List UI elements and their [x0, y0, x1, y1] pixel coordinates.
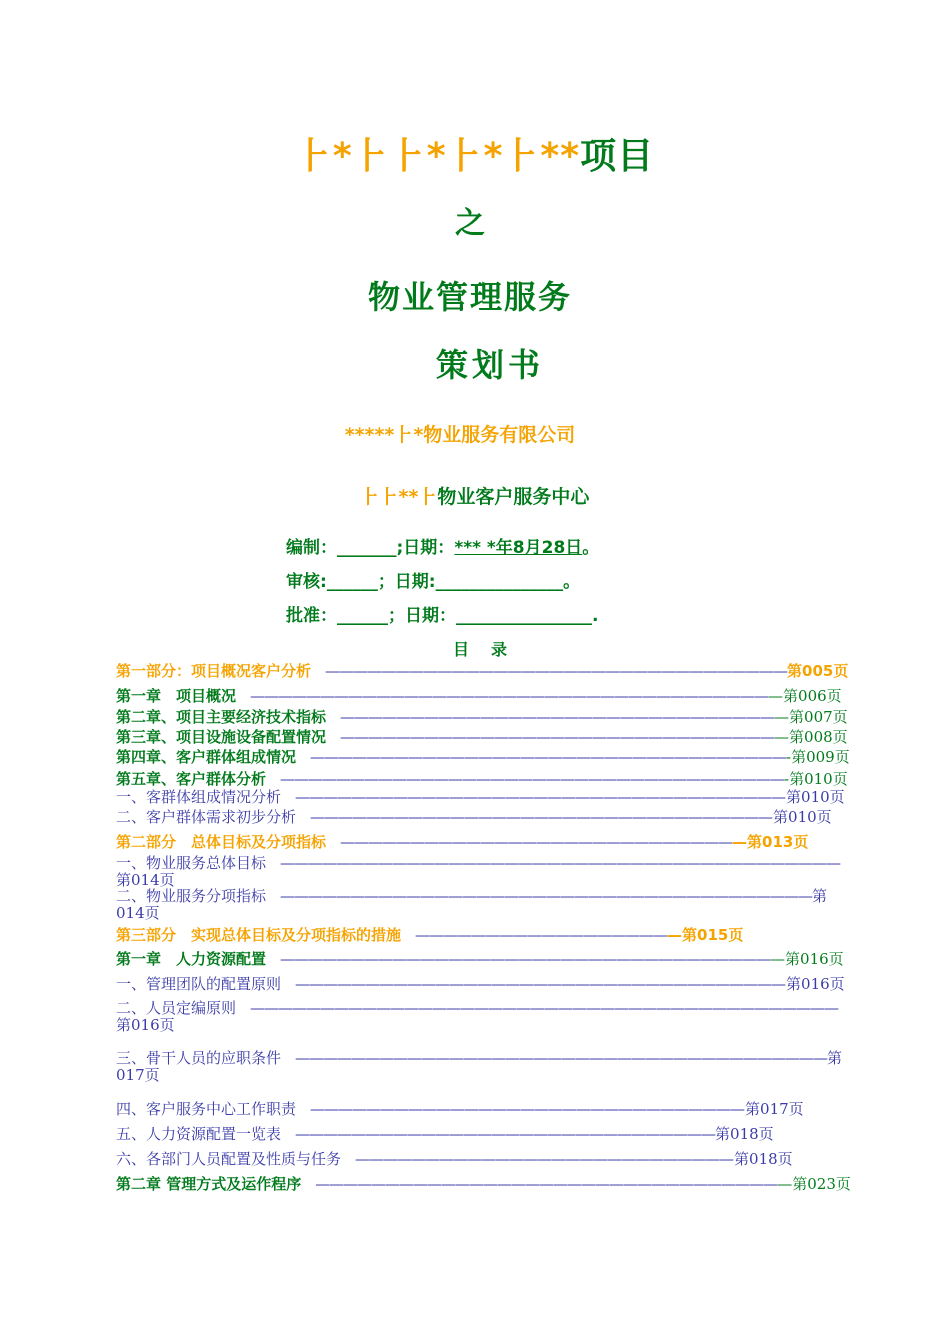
toc-entry [116, 833, 808, 851]
toc-entry-page: —第017页 [730, 1100, 804, 1118]
toc-entry [116, 808, 832, 826]
toc-entry-page: 第018页 [715, 1125, 774, 1143]
toc-entry-leader: —————————————————————————————————— [281, 975, 772, 993]
review-label: 审核: [286, 572, 327, 592]
review-blank: ______ [326, 572, 378, 592]
toc-entry-label: 六、各部门人员配置及性质与任务 [116, 1150, 342, 1168]
toc-entry-label: 二、客户群体需求初步分析 [116, 808, 297, 826]
toc-entry-page: —第016页 [770, 950, 844, 968]
service-center-name: 物业客户服务中心 [437, 486, 590, 508]
company-name: *****⺊*物业服务有限公司 [344, 424, 576, 446]
toc-entry [116, 1000, 851, 1034]
toc-entry-leader: ————————————————————————————————— [301, 1175, 778, 1193]
toc-entry-page: —第015页 [667, 926, 744, 944]
toc-entry-page: —第013页 [732, 833, 809, 851]
compile-date: *** *年8月28日 [454, 538, 583, 558]
toc-entry [116, 748, 850, 766]
toc-entry-leader: ——————————————————————————————— [326, 728, 775, 746]
toc-entry-label: 二、人员定编原则 [116, 999, 237, 1017]
toc-entry [116, 1100, 804, 1118]
toc-entry [116, 1050, 851, 1084]
toc-entry-leader: —————————————————————————————————— [296, 748, 787, 766]
toc-entry-leader: ———————————————————————————————————————— [266, 854, 841, 872]
toc-entry-page: —第010页 [758, 808, 832, 826]
toc-entry-page: 第014页 [116, 871, 175, 889]
toc-entry-leader: —————————————————————————— [341, 1150, 720, 1168]
toc-entry [116, 1150, 793, 1168]
toc-entry-label: 一、管理团队的配置原则 [116, 975, 282, 993]
toc-entry-leader: —————————————————————————————— [296, 1100, 731, 1118]
toc-entry-label: 一、物业服务总体目标 [116, 854, 267, 872]
compile-blank: _______ [337, 538, 397, 558]
toc-entry [116, 926, 743, 944]
toc-entry-leader: ———————————————————————————— [326, 833, 733, 851]
title-service: 物业管理服务 [367, 278, 572, 316]
toc-entry-leader: —————————————————————————————————————— [281, 1049, 828, 1067]
approve-blank: ______ [337, 606, 388, 626]
toc-entry-label: 三、骨干人员的应职条件 [116, 1049, 282, 1067]
toc-entry-page: 第017页 [116, 1049, 843, 1084]
toc-entry-label: 第一章 人力资源配置 [116, 950, 267, 968]
toc-entry-label: 一、客群体组成情况分析 [116, 788, 282, 806]
toc-entry-page: —第010页 [771, 788, 845, 806]
toc-entry-label: 二、物业服务分项指标 [116, 887, 267, 905]
title-plan: 策划书 [435, 346, 544, 384]
toc-entry [116, 1125, 774, 1143]
toc-entry-page: 第005页 [787, 662, 849, 680]
toc-entry-leader: ———————————————————————————————————— [266, 770, 785, 788]
toc-entry-page: —第023页 [777, 1175, 851, 1193]
compile-end: 。 [582, 538, 600, 558]
toc-entry-label: 第五章、客户群体分析 [116, 770, 267, 788]
toc-entry-label: 第三部分 实现总体目标及分项指标的措施 [116, 926, 402, 944]
toc-entry-page: —第006页 [768, 687, 842, 705]
toc-entry-label: 第三章、项目设施设备配置情况 [116, 728, 327, 746]
toc-entry-label: 第一章 项目概况 [116, 687, 237, 705]
toc-entry-label: 第四章、客户群体组成情况 [116, 748, 297, 766]
toc-entry-leader: ————————————————————————————————————— [236, 687, 769, 705]
toc-entry-page: 第014页 [116, 887, 828, 922]
toc-entry-leader: ——————————————————————————————— [326, 708, 775, 726]
toc-entry-page: —第008页 [774, 728, 848, 746]
toc-entry-leader: —————————————————————————————————— [281, 788, 772, 806]
toc-entry-page: -第009页 [786, 748, 850, 766]
toc-entry [116, 687, 842, 705]
toc-heading: 目录 [453, 640, 530, 659]
toc-entry [116, 662, 848, 680]
toc-entry-label: 四、客户服务中心工作职责 [116, 1100, 297, 1118]
service-center-masked: ⺊⺊**⺊ [360, 486, 438, 508]
approve-date-label: ；日期： [388, 606, 456, 626]
review-date-blank: _______________ [435, 572, 564, 592]
toc-entry-leader: —————————————————————————————— [281, 1125, 716, 1143]
approve-line [286, 601, 598, 626]
project-title-masked: ⺊*⺊⺊*⺊*⺊** [295, 136, 581, 177]
toc-entry-leader: ——————————————————————————————————— [266, 950, 771, 968]
toc-entry-page: -第010页 [784, 770, 848, 788]
compile-line [286, 533, 599, 558]
toc-entry-leader: ————————————————————————————————— [311, 662, 788, 680]
toc-entry [116, 788, 845, 806]
toc-entry-label: 第一部分：项目概况客户分析 [116, 662, 312, 680]
toc-entry-label: 第二章 管理方式及运作程序 [116, 1175, 302, 1193]
toc-entry [116, 975, 845, 993]
title-zhi: 之 [455, 206, 485, 241]
toc-entry [116, 1175, 851, 1193]
project-title-suffix: 项目 [580, 136, 655, 177]
toc-entry-leader: ———————————————————————————————— [296, 808, 759, 826]
toc-entry [116, 770, 848, 788]
toc-entry-leader: —————————————————————————————————————— [266, 887, 813, 905]
approve-label: 批准： [286, 606, 337, 626]
toc-entry-label: 第二章、项目主要经济技术指标 [116, 708, 327, 726]
toc-entry-page: 第016页 [116, 1016, 175, 1034]
compile-label: 编制： [286, 538, 337, 558]
toc-entry-label: 五、人力资源配置一览表 [116, 1125, 282, 1143]
toc-entry [116, 855, 851, 889]
toc-entry [116, 950, 844, 968]
toc-entry-label: 第二部分 总体目标及分项指标 [116, 833, 327, 851]
review-line [286, 567, 580, 592]
service-center [315, 482, 635, 509]
toc-entry-page: —第016页 [771, 975, 845, 993]
review-end: 。 [563, 572, 581, 592]
project-title [0, 128, 950, 179]
toc-entry [116, 888, 851, 922]
approve-date-blank: ________________ [456, 606, 592, 626]
toc-entry-leader: —————————————————————————————————————————— [236, 999, 839, 1017]
toc-entry-leader: —————————————————— [401, 926, 668, 944]
toc-entry [116, 728, 848, 746]
toc-entry-page: —第018页 [719, 1150, 793, 1168]
review-date-label: ；日期: [377, 572, 436, 592]
compile-date-label: ;日期： [396, 538, 455, 558]
approve-end: . [592, 606, 599, 626]
toc-entry-page: —第007页 [774, 708, 848, 726]
toc-entry [116, 708, 848, 726]
